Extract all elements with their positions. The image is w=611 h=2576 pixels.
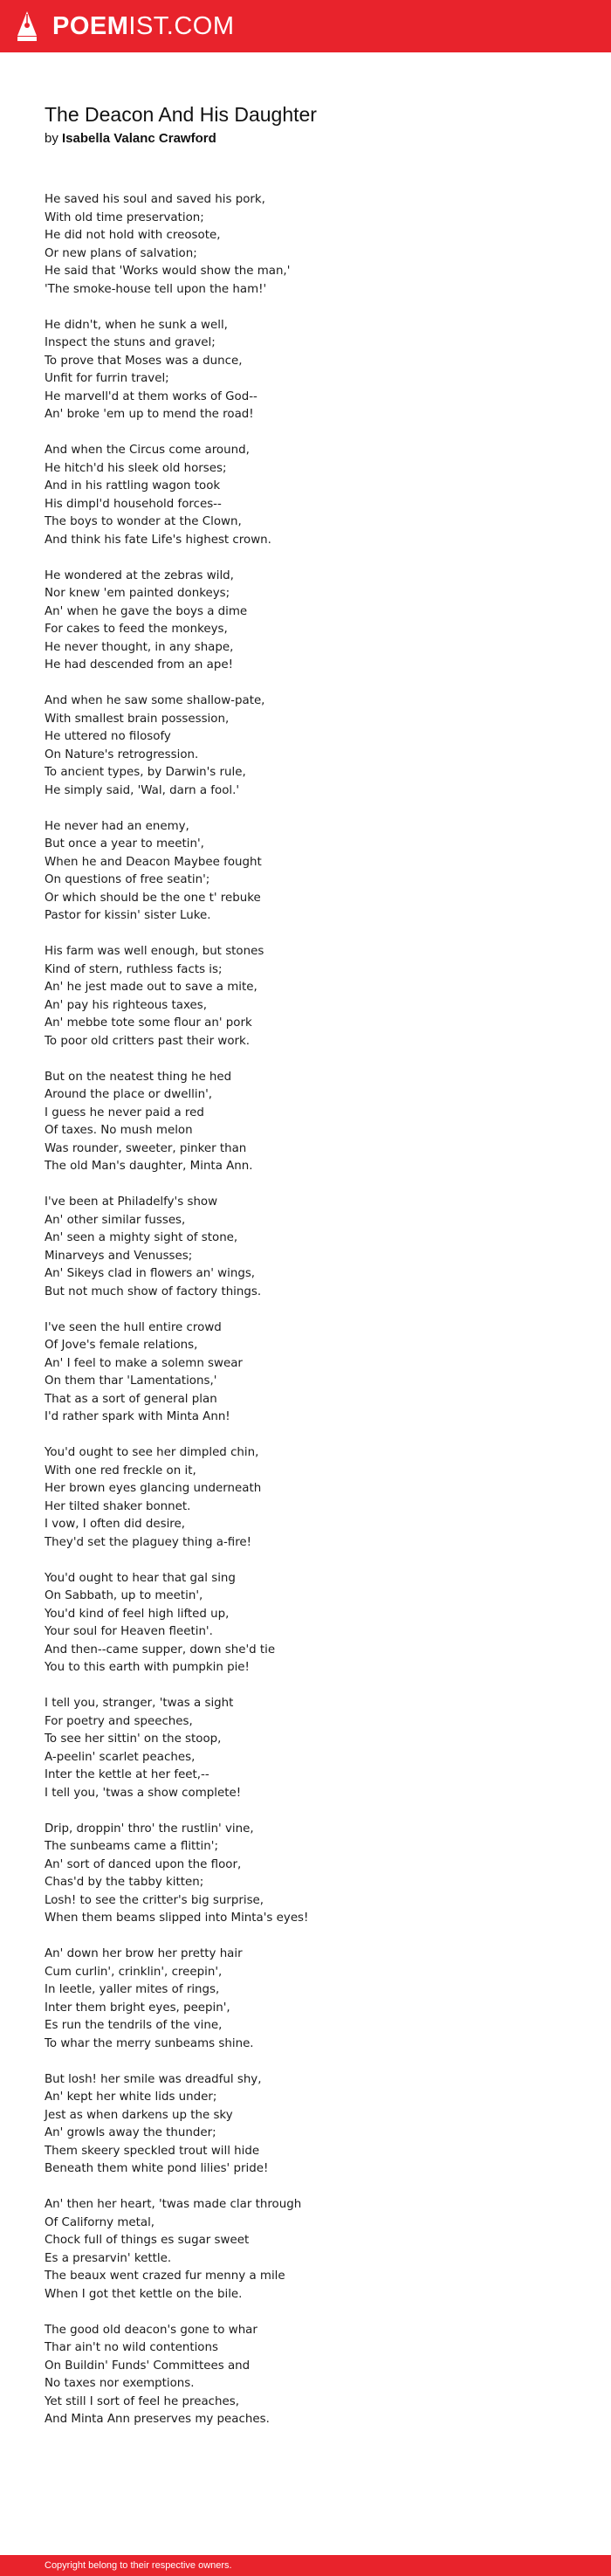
poem-line: On questions of free seatin';: [45, 873, 210, 886]
poem-line: Nor knew 'em painted donkeys;: [45, 587, 230, 600]
poem-line: He didn't, when he sunk a well,: [45, 318, 228, 332]
poem-line: To whar the merry sunbeams shine.: [45, 2036, 254, 2050]
poem-line: But once a year to meetin',: [45, 837, 204, 851]
stanza: [45, 191, 568, 299]
stanza: [45, 818, 568, 926]
poem-title: The Deacon And His Daughter: [45, 103, 317, 126]
poem-line: And Minta Ann preserves my peaches.: [45, 2413, 270, 2426]
poem-line: The boys to wonder at the Clown,: [45, 515, 242, 528]
poem-line: I'd rather spark with Minta Ann!: [45, 1410, 230, 1423]
poem-line: Kind of stern, ruthless facts is;: [45, 962, 223, 976]
pen-nib-icon[interactable]: [16, 10, 38, 42]
poem-line: He never had an enemy,: [45, 819, 189, 833]
poem-line: Her brown eyes glancing underneath: [45, 1482, 262, 1495]
poem-line: An' then her heart, 'twas made clar through: [45, 2198, 302, 2211]
poem-line: Chock full of things es sugar sweet: [45, 2234, 250, 2247]
poem-line: With old time preservation;: [45, 210, 204, 224]
poem-line: An' when he gave the boys a dime: [45, 604, 248, 618]
poem-line: Inter them bright eyes, peepin',: [45, 2001, 230, 2015]
author-link[interactable]: Isabella Valanc Crawford: [62, 131, 216, 146]
poem-line: Es run the tendrils of the vine,: [45, 2019, 223, 2032]
poem-line: To see her sittin' on the stoop,: [45, 1732, 222, 1746]
stanza: [45, 943, 568, 1050]
poem-line: With one red freckle on it,: [45, 1464, 196, 1477]
poem-line: To ancient types, by Darwin's rule,: [45, 766, 246, 779]
poem-line: But losh! her smile was dreadful shy,: [45, 2072, 262, 2086]
poem-line: Them skeery speckled trout will hide: [45, 2144, 260, 2158]
stanza: [45, 1444, 568, 1552]
poem-line: And in his rattling wagon took: [45, 479, 221, 492]
poem-line: I've seen the hull entire crowd: [45, 1320, 222, 1334]
poem-line: On Buildin' Funds' Committees and: [45, 2359, 251, 2373]
poem-line: Drip, droppin' thro' the rustlin' vine,: [45, 1822, 254, 1836]
poem-line: Her tilted shaker bonnet.: [45, 1499, 191, 1513]
stanza: [45, 2322, 568, 2429]
stanza: [45, 1194, 568, 1301]
stanza: [45, 442, 568, 549]
poem-line: Chas'd by the tabby kitten;: [45, 1876, 204, 1889]
poem-line: Around the place or dwellin',: [45, 1088, 213, 1101]
poem-line: He did not hold with creosote,: [45, 229, 221, 242]
poem-line: No taxes nor exemptions.: [45, 2377, 195, 2390]
poem-line: You'd ought to see her dimpled chin,: [45, 1446, 259, 1459]
poem-line: He marvell'd at them works of God--: [45, 389, 257, 403]
stanza: [45, 692, 568, 800]
poem-line: Beneath them white pond lilies' pride!: [45, 2162, 269, 2175]
poem-line: I tell you, stranger, 'twas a sight: [45, 1697, 234, 1710]
poem-line: Yet still I sort of feel he preaches,: [45, 2394, 239, 2408]
poem-line: He uttered no filosofy: [45, 730, 171, 743]
stanza: [45, 568, 568, 675]
poem-line: He simply said, 'Wal, darn a fool.': [45, 783, 240, 797]
poem-line: When them beams slipped into Minta's eyes!: [45, 1911, 309, 1925]
poem-line: I've been at Philadelfy's show: [45, 1195, 218, 1209]
stanza: [45, 2196, 568, 2304]
poem-line: On Nature's retrogression.: [45, 747, 199, 761]
poem-line: On them thar 'Lamentations,': [45, 1374, 217, 1388]
poem-line: You'd kind of feel high lifted up,: [45, 1607, 230, 1621]
poem-line: His dimpl'd household forces--: [45, 497, 222, 511]
poem-line: Of Californy metal,: [45, 2215, 155, 2229]
poem-line: In leetle, yaller mites of rings,: [45, 1983, 220, 1996]
poem-line: The old Man's daughter, Minta Ann.: [45, 1160, 253, 1173]
poem-line: I vow, I often did desire,: [45, 1518, 186, 1531]
poem-line: An' down her brow her pretty hair: [45, 1947, 243, 1960]
stanza: [45, 317, 568, 424]
poem-line: Inter the kettle at her feet,--: [45, 1768, 209, 1781]
poem-line: An' Sikeys clad in flowers an' wings,: [45, 1267, 256, 1280]
poem-line: Or new plans of salvation;: [45, 246, 197, 260]
logo-light-text: IST.COM: [128, 12, 235, 40]
poem-line: An' broke 'em up to mend the road!: [45, 408, 254, 421]
poem-line: Minarveys and Venusses;: [45, 1249, 193, 1263]
poem-line: Losh! to see the critter's big surprise,: [45, 1893, 264, 1907]
poem-line: For poetry and speeches,: [45, 1714, 193, 1728]
poem-line: For cakes to feed the monkeys,: [45, 623, 228, 636]
poem-line: Cum curlin', crinklin', creepin',: [45, 1965, 223, 1979]
poem-line: Of Jove's female relations,: [45, 1339, 198, 1352]
poem-line: Jest as when darkens up the sky: [45, 2108, 233, 2122]
poem-line: When he and Deacon Maybee fought: [45, 855, 262, 869]
poem-line: Of taxes. No mush melon: [45, 1124, 193, 1137]
poem-line: He had descended from an ape!: [45, 658, 233, 672]
poem-line: With smallest brain possession,: [45, 712, 230, 726]
poem-line: An' growls away the thunder;: [45, 2126, 216, 2139]
by-label: by: [45, 131, 58, 146]
poem-line: You'd ought to hear that gal sing: [45, 1571, 236, 1585]
poem-line: The good old deacon's gone to whar: [45, 2323, 257, 2337]
poem-line: That as a sort of general plan: [45, 1392, 217, 1406]
poem-line: You to this earth with pumpkin pie!: [45, 1661, 250, 1674]
byline: [45, 130, 216, 148]
poem-line: I tell you, 'twas a show complete!: [45, 1786, 242, 1800]
poem-line: They'd set the plaguey thing a-fire!: [45, 1535, 252, 1549]
poem-line: The sunbeams came a flittin';: [45, 1840, 218, 1853]
poem-line: He never thought, in any shape,: [45, 640, 234, 654]
poem-line: A-peelin' scarlet peaches,: [45, 1750, 196, 1764]
stanza: [45, 1069, 568, 1176]
poem-line: And then--came supper, down she'd tie: [45, 1643, 276, 1656]
poem-line: And when he saw some shallow-pate,: [45, 694, 265, 707]
poem-line: But not much show of factory things.: [45, 1285, 262, 1298]
poem-line: His farm was well enough, but stones: [45, 945, 264, 958]
poem-line: Inspect the stuns and gravel;: [45, 336, 216, 349]
stanza: [45, 1821, 568, 1928]
stanza: [45, 1319, 568, 1427]
poem-line: I guess he never paid a red: [45, 1105, 204, 1119]
site-header: [0, 0, 611, 52]
poem-line: He said that 'Works would show the man,': [45, 265, 291, 278]
poem-line: An' pay his righteous taxes,: [45, 998, 207, 1012]
poem-line: Pastor for kissin' sister Luke.: [45, 909, 211, 922]
poem-line: An' I feel to make a solemn swear: [45, 1356, 243, 1370]
poem-line: Unfit for furrin travel;: [45, 372, 169, 385]
poem-line: An' other similar fusses,: [45, 1213, 186, 1227]
poem-line: To prove that Moses was a dunce,: [45, 354, 243, 368]
poem-line: Or which should be the one t' rebuke: [45, 891, 261, 905]
poem-line: An' kept her white lids under;: [45, 2090, 217, 2104]
poem-line: An' he jest made out to save a mite,: [45, 981, 257, 994]
stanza: [45, 1695, 568, 1802]
poem-line: To poor old critters past their work.: [45, 1034, 251, 1048]
poem-line: An' seen a mighty sight of stone,: [45, 1231, 238, 1244]
poem-line: But on the neatest thing he hed: [45, 1070, 232, 1084]
poem-line: And think his fate Life's highest crown.: [45, 533, 271, 547]
poem-line: The beaux went crazed fur menny a mile: [45, 2269, 285, 2283]
poem-line: Was rounder, sweeter, pinker than: [45, 1141, 247, 1155]
logo-bold-text: POEM: [52, 12, 129, 40]
poem-body: [45, 191, 568, 2447]
poem-line: Es a presarvin' kettle.: [45, 2251, 172, 2265]
poem-line: Your soul for Heaven fleetin'.: [45, 1625, 213, 1638]
poem-line: An' sort of danced upon the floor,: [45, 1857, 242, 1871]
poem-line: He saved his soul and saved his pork,: [45, 193, 265, 206]
poem-line: On Sabbath, up to meetin',: [45, 1589, 203, 1602]
stanza: [45, 2071, 568, 2179]
poem-line: And when the Circus come around,: [45, 444, 250, 457]
poem-line: He wondered at the zebras wild,: [45, 568, 234, 582]
poem-line: 'The smoke-house tell upon the ham!': [45, 282, 267, 296]
poem-line: When I got thet kettle on the bile.: [45, 2287, 243, 2301]
poem-line: Thar ain't no wild contentions: [45, 2341, 218, 2354]
copyright-text: Copyright belong to their respective owners.: [45, 2560, 232, 2571]
stanza: [45, 1946, 568, 2053]
poem-line: He hitch'd his sleek old horses;: [45, 461, 227, 475]
site-footer: [0, 2555, 611, 2576]
poem-line: An' mebbe tote some flour an' pork: [45, 1016, 252, 1030]
site-logo[interactable]: [52, 12, 235, 40]
stanza: [45, 1570, 568, 1677]
